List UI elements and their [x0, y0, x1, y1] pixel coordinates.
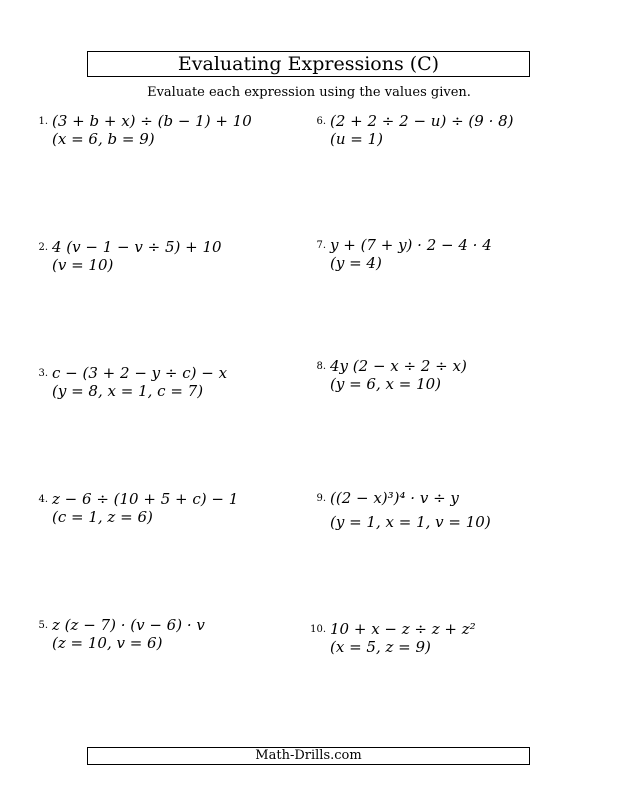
problem-expression: y + (7 + y) · 2 − 4 · 4: [330, 236, 492, 254]
problem-values: (c = 1, z = 6): [52, 508, 153, 526]
problem-expression: ((2 − x)³)⁴ · v ÷ y: [330, 489, 459, 507]
problem-expression: c − (3 + 2 − y ÷ c) − x: [52, 364, 228, 382]
problem-expression: (2 + 2 ÷ 2 − u) ÷ (9 · 8): [330, 112, 514, 130]
problem-number: 3.: [38, 368, 48, 379]
problem-number: 4.: [38, 494, 48, 505]
worksheet-title: Evaluating Expressions (C): [87, 51, 530, 77]
problem-values: (y = 6, x = 10): [330, 375, 442, 393]
problem-number: 8.: [316, 361, 326, 372]
problem-expression: z − 6 ÷ (10 + 5 + c) − 1: [52, 490, 239, 508]
problem-values: (y = 8, x = 1, c = 7): [52, 382, 204, 400]
problem-values: (y = 1, x = 1, v = 10): [330, 513, 491, 531]
problem-expression: z (z − 7) · (v − 6) · v: [52, 616, 205, 634]
problem-number: 9.: [316, 493, 326, 504]
problem-values: (u = 1): [330, 130, 384, 148]
footer: Math-Drills.com: [87, 747, 530, 765]
problem-values: (y = 4): [330, 254, 382, 272]
problem-expression: (3 + b + x) ÷ (b − 1) + 10: [52, 112, 252, 130]
problem-values: (x = 5, z = 9): [330, 638, 431, 656]
problem-values: (x = 6, b = 9): [52, 130, 155, 148]
problem-number: 6.: [316, 116, 326, 127]
problem-number: 1.: [38, 116, 48, 127]
problem-number: 5.: [38, 620, 48, 631]
problem-values: (z = 10, v = 6): [52, 634, 163, 652]
problem-expression: 4 (v − 1 − v ÷ 5) + 10: [52, 238, 222, 256]
instructions: Evaluate each expression using the values given.: [147, 85, 471, 100]
problem-expression: 4y (2 − x ÷ 2 ÷ x): [330, 357, 467, 375]
problem-number: 7.: [316, 240, 326, 251]
problem-number: 10.: [310, 624, 326, 635]
problem-values: (v = 10): [52, 256, 114, 274]
problem-number: 2.: [38, 242, 48, 253]
problem-expression: 10 + x − z ÷ z + z²: [330, 620, 476, 638]
